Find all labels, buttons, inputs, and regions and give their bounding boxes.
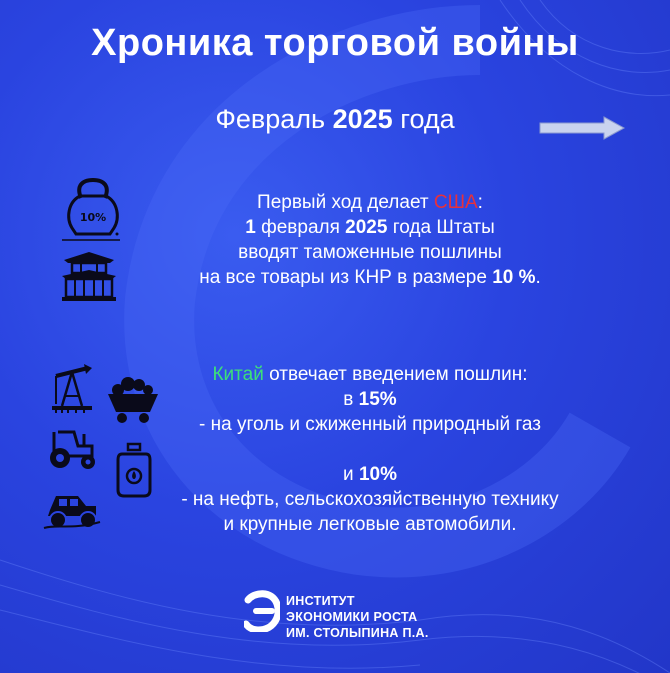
kettlebell-icon xyxy=(62,178,124,242)
block1-line1-post: : xyxy=(477,192,483,213)
institute-line1: ИНСТИТУТ xyxy=(286,594,355,608)
institute-logo-icon xyxy=(244,590,280,632)
block1-line4-pre: на все товары из КНР в размере xyxy=(199,267,493,288)
block1-line2-post: года Штаты xyxy=(387,217,495,238)
subtitle-year: 2025 xyxy=(332,104,393,134)
block2-line4 xyxy=(150,462,590,487)
block2-line4-pre: и xyxy=(343,464,359,485)
block2-spacer xyxy=(150,437,590,462)
block1-line4-post: . xyxy=(535,267,541,288)
oil-pump-icon xyxy=(50,362,94,414)
block1-line1-pre: Первый ход делает xyxy=(257,192,434,213)
coal-cart-icon xyxy=(106,372,160,426)
block2-line2-pre: в xyxy=(343,389,359,410)
institute-line2: ЭКОНОМИКИ РОСТА xyxy=(286,610,418,624)
china-label: Китай xyxy=(212,364,264,385)
block1-line4 xyxy=(150,265,590,290)
subtitle-month: Февраль xyxy=(215,104,326,134)
china-tariff-text xyxy=(150,362,590,537)
usa-label: США xyxy=(433,192,478,213)
block2-percent-15: 15% xyxy=(358,389,397,410)
tractor-icon xyxy=(44,428,98,470)
block2-line3: - на уголь и сжиженный природный газ xyxy=(199,414,541,435)
arrow-right-icon[interactable] xyxy=(538,116,626,140)
block2-line2 xyxy=(150,387,590,412)
block1-line1 xyxy=(150,190,590,215)
block1-line2 xyxy=(150,215,590,240)
block2-line6: и крупные легковые автомобили. xyxy=(223,514,517,535)
gas-cylinder-icon xyxy=(116,442,152,498)
kettlebell-label: 10% xyxy=(79,211,107,224)
pagoda-icon xyxy=(60,250,118,302)
block1-year: 2025 xyxy=(345,217,388,238)
block1-percent: 10 % xyxy=(492,267,536,288)
block1-line3: вводят таможенные пошлины xyxy=(238,242,502,263)
usa-tariff-text xyxy=(150,190,590,290)
block1-line2-mid: февраля xyxy=(255,217,346,238)
block2-percent-10: 10% xyxy=(358,464,397,485)
institute-name xyxy=(286,593,429,641)
block1-day: 1 xyxy=(245,217,256,238)
institute-line3: ИМ. СТОЛЫПИНА П.А. xyxy=(286,626,429,640)
page-title: Хроника торговой войны xyxy=(91,22,579,64)
block2-line5: - на нефть, сельскохозяйственную технику xyxy=(181,489,559,510)
block2-line1 xyxy=(150,362,590,387)
offroad-car-icon xyxy=(42,486,102,530)
subtitle-suffix: года xyxy=(400,104,455,134)
block2-line1-post: отвечает введением пошлин: xyxy=(263,364,528,385)
